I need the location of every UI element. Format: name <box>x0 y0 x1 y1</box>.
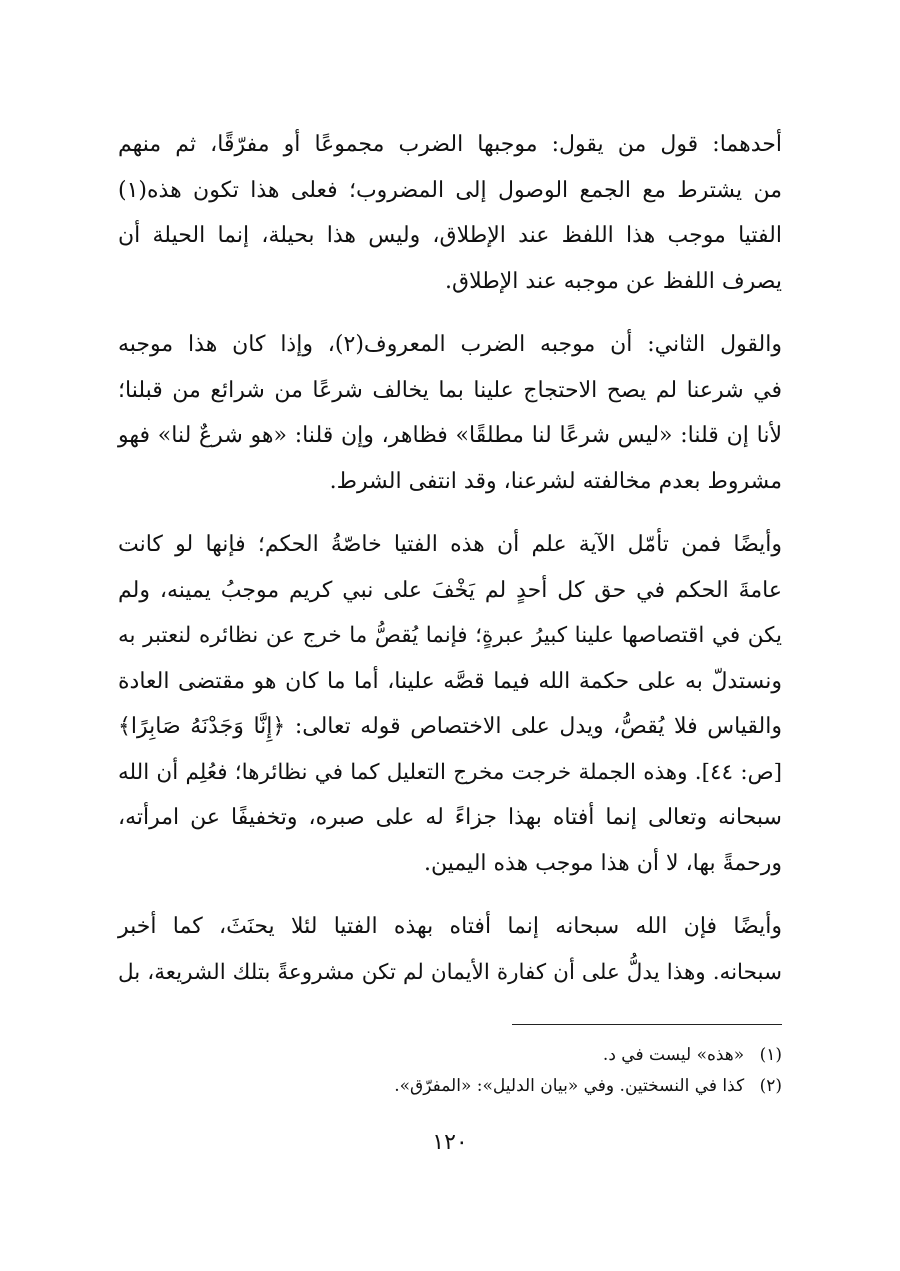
text-line: مشروط بعدم مخالفته لشرعنا، وقد انتفى الشرط. <box>329 468 782 494</box>
paragraph-1 <box>118 122 782 304</box>
text-line: من يشترط مع الجمع الوصول إلى المضروب؛ فعلى هذا تكون هذه(١) <box>118 177 782 203</box>
text-line: الفتيا موجب هذا اللفظ عند الإطلاق، وليس هذا بحيلة، إنما الحيلة أن <box>118 223 782 248</box>
footnote-1 <box>118 1040 782 1071</box>
text-line: وأيضًا فإن الله سبحانه إنما أفتاه بهذه الفتيا لئلا يحنَثَ، كما أخبر <box>118 914 782 939</box>
text-line: عامةَ الحكم في حق كل أحدٍ لم يَخْفَ على نبي كريم موجبُ يمينه، ولم <box>118 577 782 603</box>
text-line: ونستدلّ به على حكمة الله فيما قصَّه علينا، أما ما كان هو مقتضى العادة <box>118 668 782 694</box>
text-line: يكن في اقتصاصها علينا كبيرُ عبرةٍ؛ فإنما يُقصُّ ما خرج عن نظائره لنعتبر به <box>118 623 782 648</box>
footnotes <box>118 1040 782 1102</box>
text-line: أحدهما: قول من يقول: موجبها الضرب مجموعًا أو مفرّقًا، ثم منهم <box>118 132 782 157</box>
paragraph-4 <box>118 904 782 995</box>
page-body <box>118 122 782 1013</box>
paragraph-2 <box>118 322 782 504</box>
footnote-divider <box>512 1024 782 1025</box>
footnote-number: (١) <box>759 1045 782 1065</box>
text-line: في شرعنا لم يصح الاحتجاج علينا بما يخالف شرعًا من شرائع من قبلنا؛ <box>118 377 782 403</box>
text-line: [ص: ٤٤]. وهذه الجملة خرجت مخرج التعليل كما في نظائرها؛ فعُلِم أن الله <box>118 759 782 785</box>
text-line: وأيضًا فمن تأمّل الآية علم أن هذه الفتيا خاصّةُ الحكم؛ فإنها لو كانت <box>118 532 782 557</box>
footnote-text: كذا في النسختين. وفي «بيان الدليل»: «المفرّق». <box>394 1076 745 1096</box>
page-number: ١٢٠ <box>432 1130 468 1155</box>
footnote-2 <box>118 1071 782 1102</box>
text-line: يصرف اللفظ عن موجبه عند الإطلاق. <box>445 268 782 294</box>
text-line: سبحانه. وهذا يدلُّ على أن كفارة الأيمان لم تكن مشروعةً بتلك الشريعة، بل <box>118 959 782 985</box>
footnote-number: (٢) <box>759 1076 782 1096</box>
text-line: لأنا إن قلنا: «ليس شرعًا لنا مطلقًا» فظاهر، وإن قلنا: «هو شرعٌ لنا» فهو <box>118 423 782 448</box>
text-line: والقول الثاني: أن موجبه الضرب المعروف(٢)، وإذا كان هذا موجبه <box>118 332 782 357</box>
paragraph-3 <box>118 522 782 886</box>
text-line: والقياس فلا يُقصُّ، ويدل على الاختصاص قوله تعالى: ﴿إِنَّا وَجَدْنَهُ صَابِرًا﴾ <box>118 714 782 739</box>
footnote-text: «هذه» ليست في د. <box>602 1045 745 1065</box>
text-line: سبحانه وتعالى إنما أفتاه بهذا جزاءً له على صبره، وتخفيفًا عن امرأته، <box>118 805 782 830</box>
text-line: ورحمةً بها، لا أن هذا موجب هذه اليمين. <box>423 850 782 876</box>
